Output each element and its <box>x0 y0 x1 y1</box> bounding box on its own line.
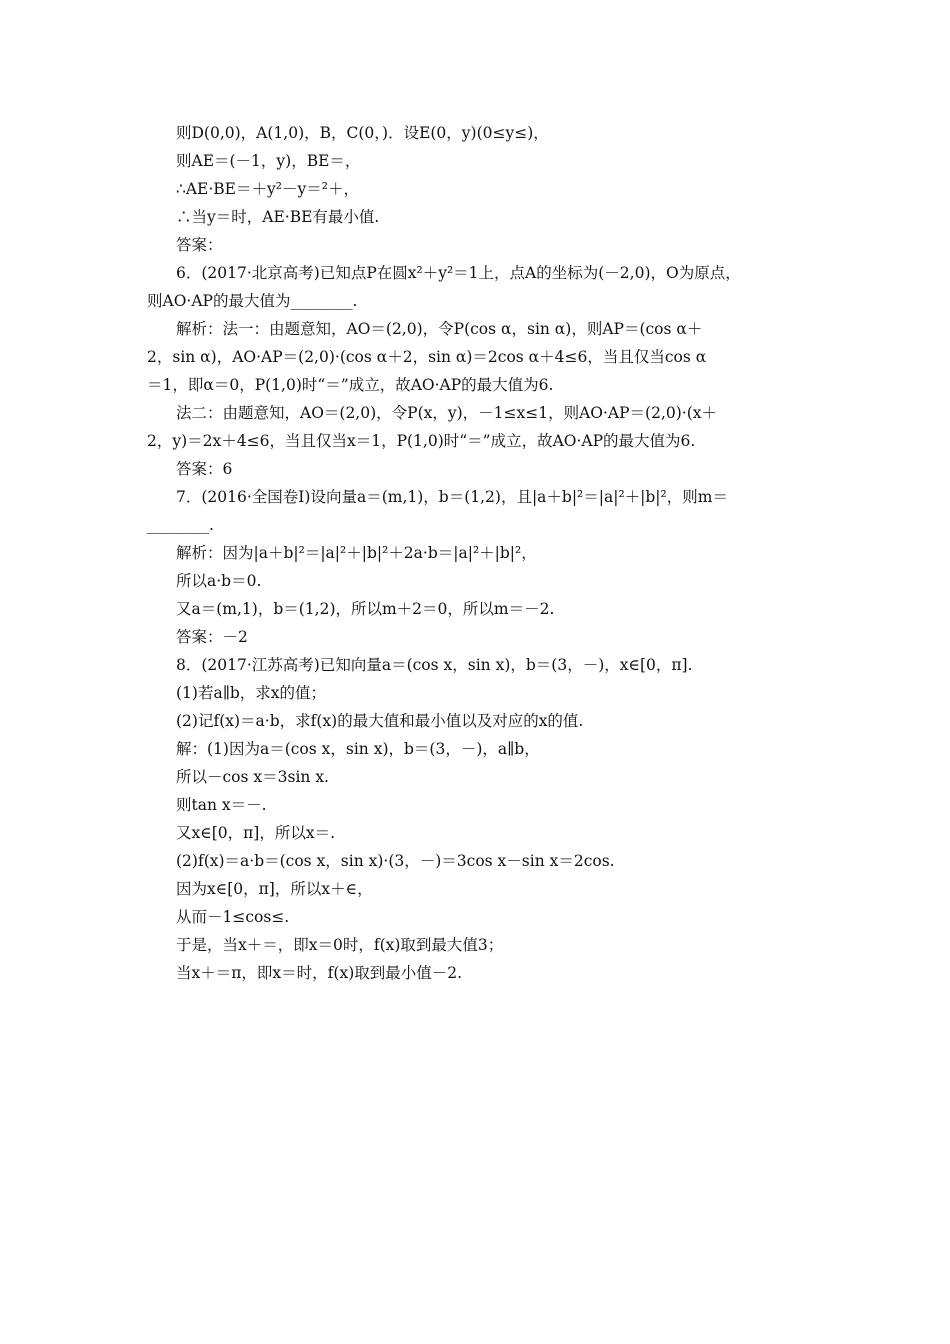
text-line: 则AO·AP的最大值为________. <box>147 292 358 310</box>
text-line: ________. <box>147 516 214 534</box>
solution-line: 解析：因为|a＋b|²＝|a|²＋|b|²＋2a·b＝|a|²＋|b|²， <box>176 544 537 562</box>
text-line: (1)若a∥b，求x的值； <box>176 684 327 702</box>
question-7: 7．(2016·全国卷Ⅰ)设向量a＝(m,1)，b＝(1,2)，且|a＋b|²＝|a|²＋|b|²，则m＝ <box>176 488 728 506</box>
text-line: 所以a·b＝0. <box>176 572 262 590</box>
text-line: 2，sin α)，AO·AP＝(2,0)·(cos α＋2，sin α)＝2cos α＋4≤6，当且仅当cos α <box>147 348 707 366</box>
text-line: ∴当y＝时，AE·BE有最小值. <box>176 208 380 226</box>
text-line: 法二：由题意知，AO＝(2,0)，令P(x，y)，－1≤x≤1，则AO·AP＝(2,0)·(x＋ <box>176 404 718 422</box>
text-line: 从而－1≤cos≤. <box>176 908 290 926</box>
text-line: 因为x∈[0，π]，所以x＋∈， <box>176 880 373 898</box>
answer-line: 答案：－2 <box>176 628 248 646</box>
text-line: 则D(0,0)，A(1,0)，B，C(0，)．设E(0，y)(0≤y≤)， <box>176 124 549 142</box>
text-line: 又a＝(m,1)，b＝(1,2)，所以m＋2＝0，所以m＝－2. <box>176 600 555 618</box>
question-8: 8．(2017·江苏高考)已知向量a＝(cos x，sin x)，b＝(3，－)，x∈[0，π]. <box>176 656 693 674</box>
text-line: 于是，当x＋＝，即x＝0时，f(x)取到最大值3； <box>176 936 504 954</box>
solution-line: 解：(1)因为a＝(cos x，sin x)，b＝(3，－)，a∥b， <box>176 740 540 758</box>
text-line: ∴AE·BE＝＋y²－y＝²＋， <box>176 180 359 198</box>
text-line: 当x＋＝π，即x＝时，f(x)取到最小值－2. <box>176 964 463 982</box>
question-6: 6．(2017·北京高考)已知点P在圆x²＋y²＝1上，点A的坐标为(－2,0)，O为原点， <box>176 264 741 282</box>
answer-line: 答案：6 <box>176 460 233 478</box>
solution-line: 解析：法一：由题意知，AO＝(2,0)，令P(cos α，sin α)，则AP＝(cos α＋ <box>176 320 703 338</box>
text-line: (2)f(x)＝a·b＝(cos x，sin x)·(3，－)＝3cos x－sin x＝2cos. <box>176 852 615 870</box>
text-line: 所以－cos x＝3sin x. <box>176 768 329 786</box>
text-line: 又x∈[0，π]，所以x＝. <box>176 824 336 842</box>
text-line: 则tan x＝－. <box>176 796 267 814</box>
text-line: 2，y)＝2x＋4≤6，当且仅当x＝1，P(1,0)时“＝”成立，故AO·AP的最大值为6. <box>147 432 696 450</box>
text-line: (2)记f(x)＝a·b，求f(x)的最大值和最小值以及对应的x的值. <box>176 712 584 730</box>
text-line: 则AE＝(－1，y)，BE＝， <box>176 152 361 170</box>
answer-line: 答案： <box>176 236 223 254</box>
text-line: ＝1，即α＝0，P(1,0)时“＝”成立，故AO·AP的最大值为6. <box>147 376 554 394</box>
